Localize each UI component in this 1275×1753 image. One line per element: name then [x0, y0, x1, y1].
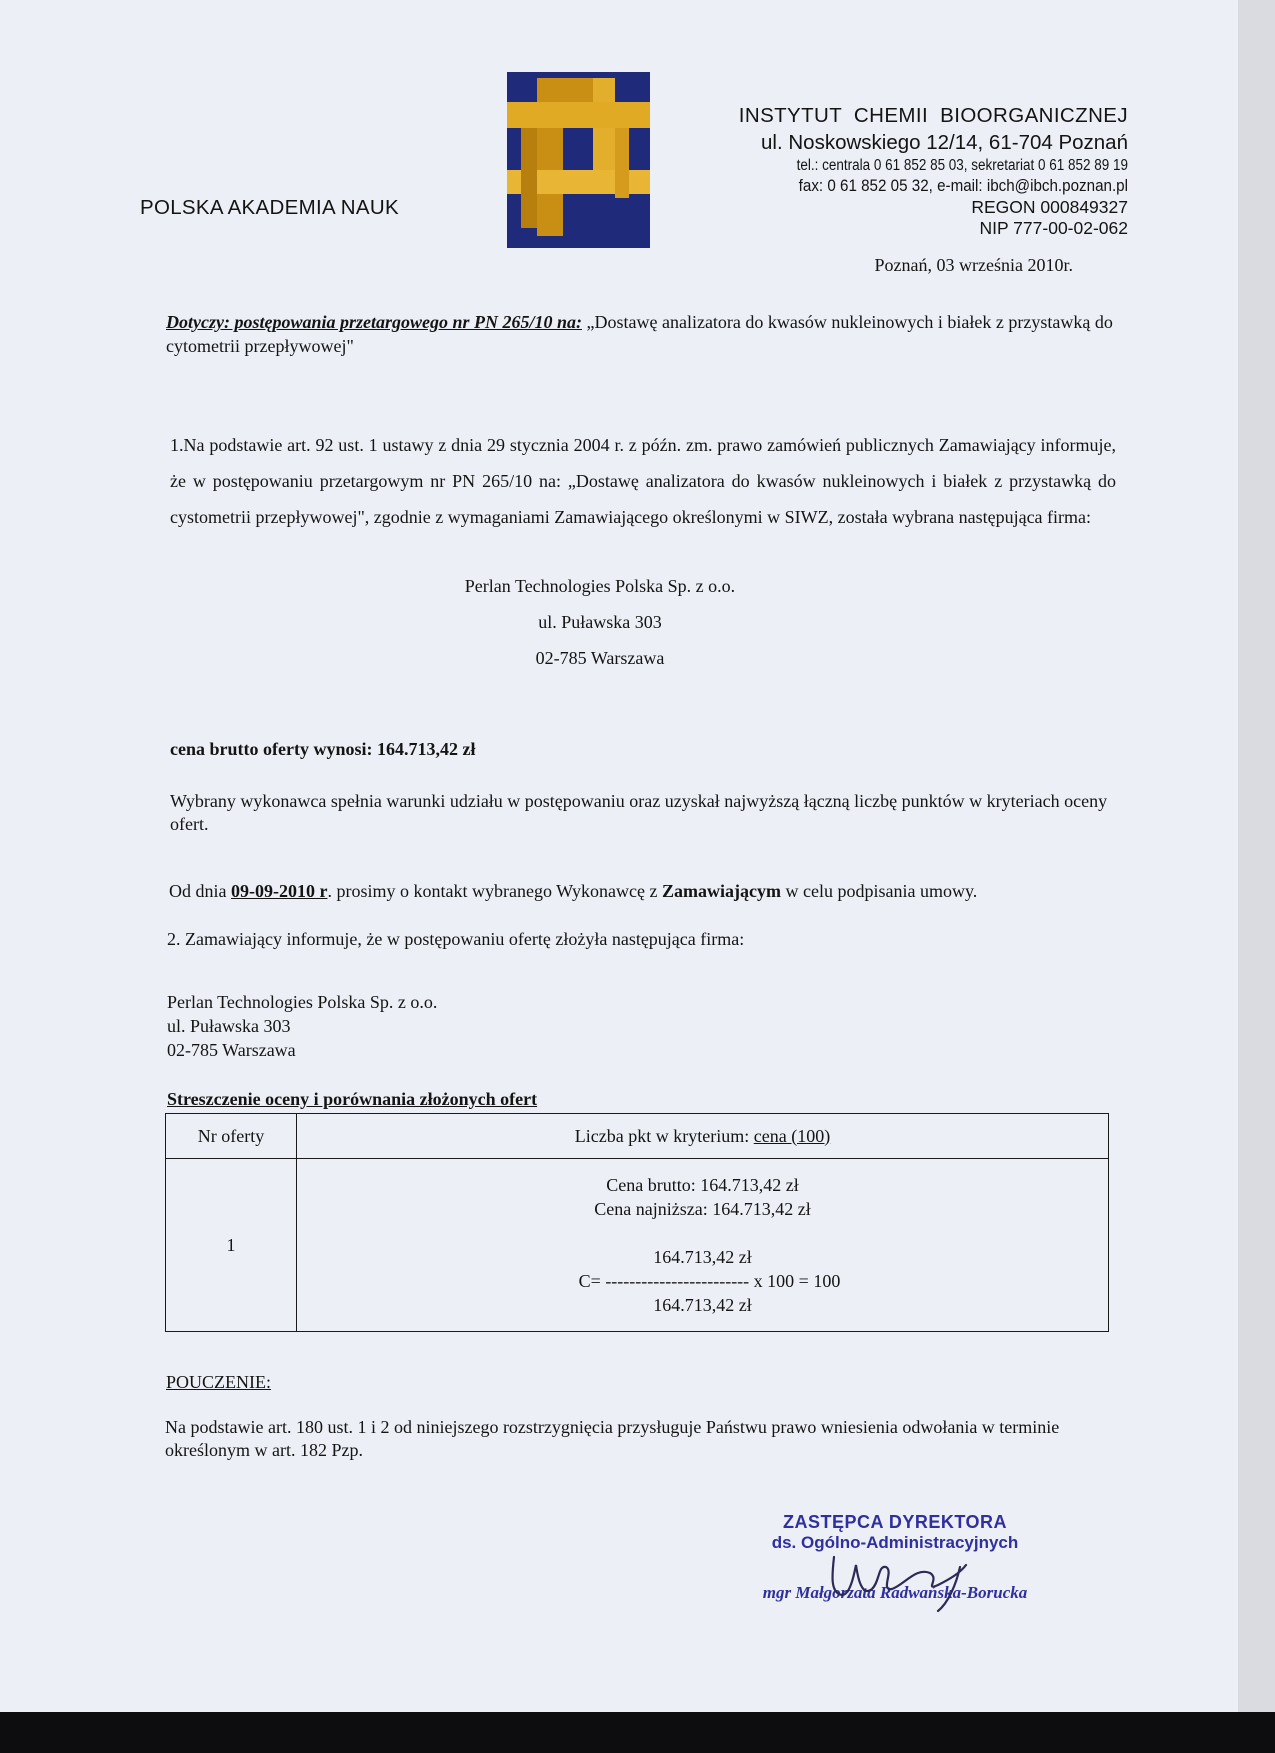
lowest-price: Cena najniższa: 164.713,42 zł	[594, 1199, 811, 1219]
offer-number: 1	[166, 1159, 297, 1332]
institute-nip: NIP 777-00-02-062	[979, 218, 1128, 238]
gross-price: Cena brutto: 164.713,42 zł	[606, 1175, 799, 1195]
subject-text: „Dostawę analizatora do kwasów nukleinowych i białek z przystawką do cytometrii przepływowej"	[166, 312, 1113, 356]
institute-logo	[507, 72, 650, 248]
selected-company	[400, 568, 800, 676]
contact-middle: . prosimy o kontakt wybranego Wykonawcę z	[327, 881, 662, 901]
instruction-title: POUCZENIE:	[166, 1372, 271, 1392]
company-street: ul. Puławska 303	[538, 612, 662, 632]
contact-party: Zamawiającym	[662, 881, 781, 901]
handwritten-signature	[820, 1545, 990, 1615]
stamp-name: mgr Małgorzata Radwańska-Borucka	[762, 1583, 1028, 1602]
institute-name: INSTYTUT CHEMII BIOORGANICZNEJ	[738, 104, 1128, 127]
evaluation-table	[165, 1113, 1109, 1332]
contact-statement	[169, 881, 977, 902]
scan-edge	[1238, 0, 1275, 1712]
offer-evaluation	[297, 1159, 1109, 1332]
institute-fax-email: fax: 0 61 852 05 32, e-mail: ibch@ibch.poznan.pl	[798, 177, 1128, 195]
col-header-offer-nr: Nr oferty	[166, 1114, 297, 1159]
contact-date: 09-09-2010 r	[231, 881, 328, 901]
formula-line: C= ------------------------ x 100 = 100	[578, 1271, 841, 1291]
contact-after: w celu podpisania umowy.	[780, 881, 978, 901]
score-formula	[578, 1245, 841, 1317]
company-name: Perlan Technologies Polska Sp. z o.o.	[464, 576, 736, 596]
winner-statement: Wybrany wykonawca spełnia warunki udziału w postępowaniu oraz uzyskał najwyższą łączną liczbę punktów w kryteriach oceny ofert.	[170, 791, 1108, 834]
offering-company	[167, 990, 437, 1062]
company-city: 02-785 Warszawa	[167, 1040, 296, 1060]
section-1-text: 1.Na podstawie art. 92 ust. 1 ustawy z dnia 29 stycznia 2004 r. z późn. zm. prawo zamówień publicznych Zamawiający informuje, że w postępowaniu przetargowym nr PN 265/10 na: „Dostawę analizatora do kwasów nukleinowych i białek z przystawką do cystometrii przepływowej", zgodnie z wymaganiami Zamawiającego określonymi w SIWZ, została wybrana następująca firma:	[170, 435, 1116, 527]
stamp-title: ZASTĘPCA DYREKTORA	[782, 1512, 1007, 1532]
institute-address: ul. Noskowskiego 12/14, 61-704 Poznań	[761, 131, 1128, 154]
subject-line	[166, 310, 1121, 358]
col-header-points	[297, 1114, 1109, 1159]
table-header-row	[166, 1114, 1109, 1159]
instruction-text: Na podstawie art. 180 ust. 1 i 2 od niniejszego rozstrzygnięcia przysługuje Państwu prawo wniesienia odwołania w terminie określonym w art. 182 Pzp.	[165, 1417, 1060, 1460]
formula-numerator: 164.713,42 zł	[653, 1247, 752, 1267]
company-name: Perlan Technologies Polska Sp. z o.o.	[167, 992, 438, 1012]
academy-name: POLSKA AKADEMIA NAUK	[140, 196, 399, 219]
criterion-label: cena (100)	[753, 1125, 831, 1146]
section-2-text: 2. Zamawiający informuje, że w postępowaniu ofertę złożyła następująca firma:	[167, 929, 745, 949]
points-label: Liczba pkt w kryterium:	[574, 1125, 754, 1146]
institute-regon: REGON 000849327	[971, 197, 1128, 217]
institute-phones: tel.: centrala 0 61 852 85 03, sekretariat 0 61 852 89 19	[796, 157, 1128, 174]
stamp-department: ds. Ogólno-Administracyjnych	[771, 1533, 1019, 1552]
formula-denominator: 164.713,42 zł	[653, 1295, 752, 1315]
document-date: Poznań, 03 września 2010r.	[874, 255, 1073, 275]
subject-prefix: Dotyczy: postępowania przetargowego nr PN 265/10 na:	[166, 312, 582, 332]
summary-title: Streszczenie oceny i porównania złożonych ofert	[167, 1089, 538, 1109]
company-city: 02-785 Warszawa	[535, 648, 665, 668]
company-street: ul. Puławska 303	[167, 1016, 291, 1036]
institute-header	[700, 102, 1128, 239]
contact-before: Od dnia	[169, 881, 231, 901]
offer-price: cena brutto oferty wynosi: 164.713,42 zł	[170, 739, 476, 759]
table-row	[166, 1159, 1109, 1332]
